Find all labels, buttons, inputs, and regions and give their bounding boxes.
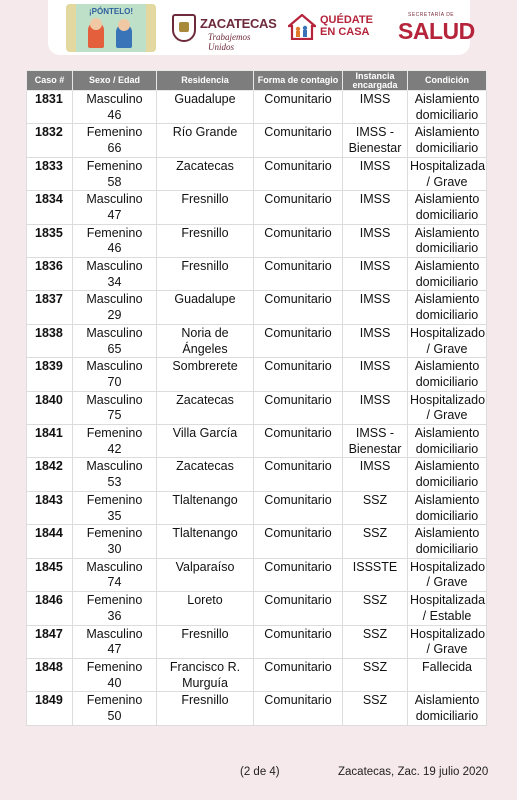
cell-caso-text: 1849 — [35, 693, 63, 708]
cell-forma-contagio — [254, 491, 343, 524]
cell-edad-text: 36 — [107, 608, 122, 623]
cell-condicion — [408, 525, 487, 558]
cell-caso — [27, 157, 73, 190]
cell-condicion — [408, 124, 487, 157]
table-row — [27, 658, 487, 691]
cell-forma-contagio — [254, 324, 343, 357]
cell-caso — [27, 425, 73, 458]
cell-instancia-text: IMSS - Bienestar — [348, 426, 402, 456]
cell-caso — [27, 291, 73, 324]
header-banner — [0, 0, 517, 60]
cell-condicion — [408, 224, 487, 257]
shield-icon — [172, 14, 196, 42]
cell-caso — [27, 558, 73, 591]
ponte-text: ¡PÓNTELO! — [89, 7, 133, 16]
cell-sexo-text: Femenino — [86, 225, 143, 240]
cell-instancia-text: SSZ — [362, 526, 388, 541]
cell-forma-contagio — [254, 291, 343, 324]
cell-sexo-text: Femenino — [86, 492, 143, 507]
cell-sexo-edad — [73, 458, 157, 491]
cell-condicion-text: Aislamiento domiciliario — [414, 426, 480, 456]
table-row — [27, 391, 487, 424]
cell-instancia-text: IMSS — [359, 192, 391, 207]
cell-forma-contagio — [254, 558, 343, 591]
cell-condicion-text: Aislamiento domiciliario — [414, 192, 480, 222]
header-condicion: Condición — [408, 71, 487, 91]
cell-condicion-text: Aislamiento domiciliario — [414, 693, 480, 724]
cell-edad-text: 50 — [107, 709, 122, 724]
cell-instancia — [343, 391, 408, 424]
cell-residencia-text: Noria de Ángeles — [181, 325, 229, 356]
cell-caso-text: 1843 — [35, 492, 63, 507]
cell-sexo-text: Masculino — [86, 192, 143, 207]
cell-sexo-text: Masculino — [86, 459, 143, 474]
cell-residencia — [157, 224, 254, 257]
table-row — [27, 157, 487, 190]
quedate-line1: QUÉDATE — [320, 14, 373, 26]
cell-edad-text: 58 — [107, 174, 122, 189]
cell-caso-text: 1835 — [35, 225, 63, 240]
cell-forma-contagio — [254, 358, 343, 391]
cell-condicion-text: Hospitalizada / Grave — [410, 158, 486, 189]
cell-condicion — [408, 625, 487, 658]
cell-edad-text: 47 — [107, 207, 122, 222]
cell-instancia — [343, 425, 408, 458]
table-row — [27, 425, 487, 458]
cell-residencia — [157, 324, 254, 357]
cell-instancia — [343, 625, 408, 658]
cell-edad-text: 40 — [107, 675, 122, 690]
cell-condicion — [408, 291, 487, 324]
cell-residencia-text: Guadalupe — [174, 92, 236, 106]
cell-forma-text: Comunitario — [264, 693, 332, 708]
cell-instancia — [343, 658, 408, 691]
cell-condicion-text: Aislamiento domiciliario — [414, 492, 480, 523]
cell-forma-text: Comunitario — [264, 259, 332, 274]
cell-sexo-edad — [73, 191, 157, 224]
table-row — [27, 358, 487, 391]
cell-sexo-edad — [73, 592, 157, 625]
cell-edad-text: 46 — [107, 241, 122, 256]
table-row — [27, 324, 487, 357]
cell-sexo-edad — [73, 425, 157, 458]
cell-forma-contagio — [254, 191, 343, 224]
cell-instancia — [343, 525, 408, 558]
cell-residencia — [157, 558, 254, 591]
cell-condicion — [408, 692, 487, 725]
cell-caso — [27, 324, 73, 357]
table-row — [27, 124, 487, 157]
cell-residencia-text: Tlaltenango — [172, 492, 238, 507]
table-row — [27, 491, 487, 524]
cell-sexo-edad — [73, 558, 157, 591]
cell-instancia — [343, 324, 408, 357]
cell-caso-text: 1848 — [35, 659, 63, 674]
cell-edad-text: 70 — [107, 374, 122, 389]
cell-residencia-text: Zacatecas — [176, 392, 234, 407]
table-row — [27, 91, 487, 124]
cell-residencia — [157, 91, 254, 124]
cell-instancia-text: ISSSTE — [352, 559, 398, 574]
cell-forma-contagio — [254, 458, 343, 491]
cell-condicion-text: Fallecida — [421, 659, 473, 674]
cell-edad-text: 65 — [107, 341, 122, 356]
cell-sexo-text: Masculino — [86, 92, 143, 106]
cell-condicion-text: Aislamiento domiciliario — [414, 259, 480, 289]
cell-sexo-text: Femenino — [86, 125, 143, 140]
cell-residencia-text: Zacatecas — [176, 459, 234, 474]
cell-instancia — [343, 224, 408, 257]
cell-caso — [27, 592, 73, 625]
cell-caso — [27, 391, 73, 424]
cell-residencia-text: Fresnillo — [181, 626, 229, 641]
page-number: (2 de 4) — [240, 766, 280, 778]
cell-sexo-edad — [73, 625, 157, 658]
cell-sexo-edad — [73, 258, 157, 291]
cell-forma-contagio — [254, 157, 343, 190]
cell-condicion — [408, 391, 487, 424]
cell-condicion-text: Aislamiento domiciliario — [414, 359, 480, 389]
cell-residencia — [157, 291, 254, 324]
cell-forma-text: Comunitario — [264, 92, 332, 106]
cell-instancia — [343, 358, 408, 391]
cell-instancia — [343, 91, 408, 124]
cell-edad-text: 53 — [107, 475, 122, 490]
cell-caso-text: 1838 — [35, 325, 63, 340]
cell-sexo-text: Femenino — [86, 526, 143, 541]
cell-condicion-text: Aislamiento domiciliario — [414, 225, 480, 256]
cell-residencia — [157, 191, 254, 224]
header-caso: Caso # — [27, 71, 73, 91]
cell-residencia — [157, 625, 254, 658]
cell-residencia-text: Guadalupe — [174, 292, 236, 307]
cell-caso-text: 1840 — [35, 392, 63, 407]
cell-condicion — [408, 491, 487, 524]
table-row — [27, 291, 487, 324]
cell-instancia-text: IMSS — [359, 225, 391, 240]
cell-forma-contagio — [254, 224, 343, 257]
cell-sexo-text: Masculino — [86, 626, 143, 641]
cell-sexo-edad — [73, 324, 157, 357]
cell-instancia-text: SSZ — [362, 492, 388, 507]
cell-instancia-text: SSZ — [362, 659, 388, 674]
cell-residencia-text: Fresnillo — [181, 192, 229, 207]
cell-forma-text: Comunitario — [264, 292, 332, 307]
cell-forma-contagio — [254, 525, 343, 558]
cell-edad-text: 75 — [107, 408, 122, 423]
cell-caso-text: 1839 — [35, 359, 63, 374]
cell-condicion-text: Hospitalizado / Grave — [410, 325, 486, 356]
cell-residencia-text: Francisco R. Murguía — [169, 659, 241, 690]
cell-forma-text: Comunitario — [264, 659, 332, 674]
table-body — [27, 91, 487, 726]
cell-sexo-edad — [73, 224, 157, 257]
cell-sexo-text: Masculino — [86, 359, 143, 374]
cell-sexo-text: Masculino — [86, 559, 143, 574]
cell-instancia-text: IMSS — [359, 259, 391, 274]
cell-edad-text: 74 — [107, 575, 122, 590]
cell-condicion-text: Aislamiento domiciliario — [414, 92, 480, 122]
cell-sexo-text: Masculino — [86, 259, 143, 274]
cell-instancia-text: IMSS — [359, 292, 391, 307]
header-residencia: Residencia — [157, 71, 254, 91]
cell-edad-text: 66 — [107, 141, 122, 156]
cell-residencia-text: Valparaíso — [175, 559, 235, 574]
cell-condicion-text: Aislamiento domiciliario — [414, 526, 480, 556]
cell-sexo-text: Femenino — [86, 426, 143, 441]
cell-caso-text: 1842 — [35, 459, 63, 474]
table-row — [27, 525, 487, 558]
zacatecas-logo — [172, 14, 277, 52]
header-forma-contagio: Forma de contagio — [254, 71, 343, 91]
cell-residencia — [157, 491, 254, 524]
cell-edad-text: 46 — [107, 107, 122, 122]
cell-condicion — [408, 592, 487, 625]
cell-edad-text: 29 — [107, 308, 122, 323]
cell-condicion — [408, 558, 487, 591]
cell-caso-text: 1833 — [35, 158, 63, 173]
cell-forma-text: Comunitario — [264, 359, 332, 374]
cell-caso-text: 1847 — [35, 626, 63, 641]
cell-forma-text: Comunitario — [264, 559, 332, 574]
cell-instancia — [343, 458, 408, 491]
cell-instancia-text: SSZ — [362, 693, 388, 708]
cell-forma-text: Comunitario — [264, 492, 332, 507]
cell-residencia-text: Villa García — [172, 426, 238, 441]
cell-residencia — [157, 358, 254, 391]
cell-residencia — [157, 458, 254, 491]
cell-caso — [27, 258, 73, 291]
cell-residencia-text: Fresnillo — [181, 225, 229, 240]
cell-forma-text: Comunitario — [264, 125, 332, 140]
cell-instancia — [343, 592, 408, 625]
cell-caso — [27, 224, 73, 257]
cell-sexo-edad — [73, 358, 157, 391]
cell-instancia-text: SSZ — [362, 626, 388, 641]
cell-forma-text: Comunitario — [264, 192, 332, 207]
cell-residencia-text: Río Grande — [172, 125, 238, 140]
cell-caso — [27, 124, 73, 157]
cell-instancia-text: SSZ — [362, 593, 388, 608]
ponte-campaign-logo — [66, 4, 156, 52]
cell-sexo-edad — [73, 91, 157, 124]
cell-condicion — [408, 458, 487, 491]
cell-instancia — [343, 291, 408, 324]
cell-forma-contagio — [254, 692, 343, 725]
cell-residencia — [157, 525, 254, 558]
cell-sexo-text: Masculino — [86, 325, 143, 340]
place-date: Zacatecas, Zac. 19 julio 2020 — [338, 766, 489, 778]
cell-caso-text: 1845 — [35, 559, 63, 574]
cell-caso-text: 1834 — [35, 192, 63, 207]
zacatecas-name: ZACATECAS — [200, 16, 277, 31]
table-row — [27, 558, 487, 591]
cell-forma-contagio — [254, 124, 343, 157]
cell-caso — [27, 525, 73, 558]
cell-condicion — [408, 324, 487, 357]
table-row — [27, 692, 487, 725]
cases-table — [26, 70, 487, 726]
cell-caso-text: 1846 — [35, 593, 63, 608]
cell-forma-contagio — [254, 425, 343, 458]
cell-forma-text: Comunitario — [264, 225, 332, 240]
cell-instancia — [343, 692, 408, 725]
cell-instancia-text: IMSS — [359, 158, 391, 173]
cell-sexo-edad — [73, 124, 157, 157]
cell-condicion-text: Aislamiento domiciliario — [414, 459, 480, 490]
cell-condicion — [408, 358, 487, 391]
cell-residencia-text: Sombrerete — [172, 359, 238, 374]
cell-caso — [27, 358, 73, 391]
header-instancia: Instancia encargada — [343, 71, 408, 91]
cell-sexo-text: Masculino — [86, 292, 143, 307]
cell-residencia-text: Fresnillo — [181, 693, 229, 708]
cell-instancia — [343, 491, 408, 524]
cell-residencia-text: Zacatecas — [176, 158, 234, 173]
cell-instancia-text: IMSS — [359, 459, 391, 474]
cell-sexo-text: Masculino — [86, 392, 143, 407]
table-header-row — [27, 71, 487, 91]
cell-forma-contagio — [254, 258, 343, 291]
cell-residencia — [157, 592, 254, 625]
cell-sexo-text: Femenino — [86, 659, 143, 674]
cell-caso-text: 1831 — [35, 92, 63, 106]
cell-caso-text: 1844 — [35, 526, 63, 541]
table-row — [27, 258, 487, 291]
cell-forma-text: Comunitario — [264, 325, 332, 340]
cell-instancia — [343, 258, 408, 291]
salud-top-text: SECRETARÍA DE — [408, 12, 455, 18]
cell-forma-contagio — [254, 91, 343, 124]
cell-residencia — [157, 425, 254, 458]
cell-residencia — [157, 391, 254, 424]
cell-instancia-text: IMSS — [359, 392, 391, 407]
cell-edad-text: 35 — [107, 508, 122, 523]
cell-residencia — [157, 157, 254, 190]
cell-instancia — [343, 124, 408, 157]
cell-forma-text: Comunitario — [264, 593, 332, 608]
cell-edad-text: 42 — [107, 441, 122, 456]
cell-condicion — [408, 91, 487, 124]
cell-forma-contagio — [254, 658, 343, 691]
cell-condicion — [408, 658, 487, 691]
cell-condicion-text: Hospitalizado / Grave — [410, 626, 486, 657]
cell-edad-text: 30 — [107, 541, 122, 556]
cell-edad-text: 47 — [107, 642, 122, 657]
cell-forma-contagio — [254, 592, 343, 625]
cell-forma-text: Comunitario — [264, 426, 332, 441]
cell-caso — [27, 191, 73, 224]
cell-caso-text: 1837 — [35, 292, 63, 307]
cell-condicion-text: Aislamiento domiciliario — [414, 125, 480, 156]
cell-condicion-text: Hospitalizada / Estable — [410, 593, 486, 623]
cell-residencia — [157, 692, 254, 725]
cell-caso — [27, 91, 73, 124]
cell-instancia — [343, 191, 408, 224]
cell-caso-text: 1836 — [35, 259, 63, 274]
cell-sexo-text: Femenino — [86, 158, 143, 173]
cell-edad-text: 34 — [107, 274, 122, 289]
cell-sexo-text: Femenino — [86, 693, 143, 708]
cell-forma-contagio — [254, 625, 343, 658]
cell-caso-text: 1832 — [35, 125, 63, 140]
cell-forma-text: Comunitario — [264, 158, 332, 173]
table-row — [27, 625, 487, 658]
cell-condicion — [408, 425, 487, 458]
cell-condicion-text: Hospitalizado / Grave — [410, 392, 486, 423]
cell-condicion-text: Hospitalizado / Grave — [410, 559, 486, 590]
cell-sexo-edad — [73, 658, 157, 691]
cell-residencia-text: Loreto — [187, 593, 223, 608]
house-icon — [288, 14, 316, 40]
cell-instancia-text: IMSS - Bienestar — [348, 125, 402, 156]
quedate-line2: EN CASA — [320, 26, 370, 38]
cell-caso-text: 1841 — [35, 426, 63, 441]
cell-condicion — [408, 191, 487, 224]
cell-forma-contagio — [254, 391, 343, 424]
cell-instancia-text: IMSS — [359, 359, 391, 374]
table-row — [27, 191, 487, 224]
cell-caso — [27, 658, 73, 691]
table-row — [27, 224, 487, 257]
cell-condicion — [408, 157, 487, 190]
salud-text: SALUD — [398, 18, 475, 44]
cell-residencia — [157, 124, 254, 157]
secretaria-salud-logo — [398, 12, 476, 44]
cell-condicion — [408, 258, 487, 291]
cell-sexo-text: Femenino — [86, 593, 143, 608]
header-sexo-edad: Sexo / Edad — [73, 71, 157, 91]
cell-caso — [27, 458, 73, 491]
cell-residencia — [157, 658, 254, 691]
cell-sexo-edad — [73, 291, 157, 324]
cell-forma-text: Comunitario — [264, 392, 332, 407]
cell-instancia-text: IMSS — [359, 325, 391, 340]
cell-caso — [27, 625, 73, 658]
cell-forma-text: Comunitario — [264, 526, 332, 541]
cell-sexo-edad — [73, 491, 157, 524]
cell-sexo-edad — [73, 391, 157, 424]
cell-sexo-edad — [73, 525, 157, 558]
cell-residencia — [157, 258, 254, 291]
cell-condicion-text: Aislamiento domiciliario — [414, 292, 480, 323]
cell-sexo-edad — [73, 157, 157, 190]
zacatecas-slogan: Trabajemos Unidos — [208, 32, 251, 52]
cell-caso — [27, 491, 73, 524]
quedate-en-casa-logo — [288, 12, 380, 44]
cell-forma-text: Comunitario — [264, 626, 332, 641]
table-row — [27, 592, 487, 625]
cell-residencia-text: Tlaltenango — [172, 526, 238, 541]
cell-instancia — [343, 157, 408, 190]
cell-caso — [27, 692, 73, 725]
table-row — [27, 458, 487, 491]
cell-instancia-text: IMSS — [359, 92, 391, 106]
cell-residencia-text: Fresnillo — [181, 259, 229, 274]
cell-instancia — [343, 558, 408, 591]
cell-forma-text: Comunitario — [264, 459, 332, 474]
cell-sexo-edad — [73, 692, 157, 725]
